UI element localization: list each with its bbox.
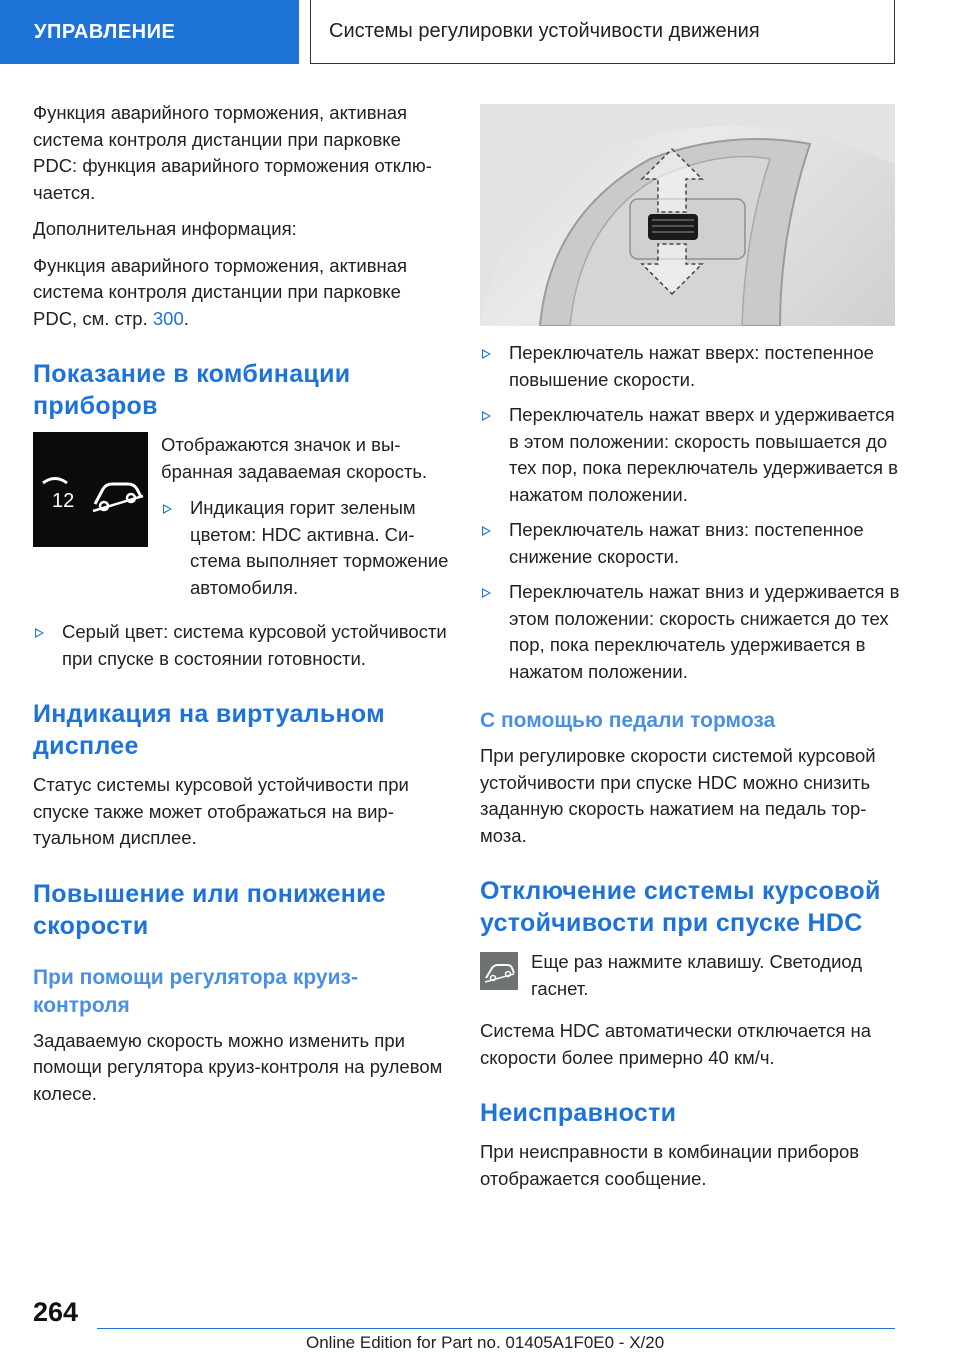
off-figure-row	[480, 949, 900, 1012]
paragraph: Статус системы курсовой устойчивости при спуске также может отображаться на виртуальном дисплее.	[33, 774, 409, 848]
list-item: Переключатель нажат вниз и удерживается в этом положении: скорость снижается до тех пор, пока переключатель удерживается в нажатом положении.	[480, 579, 900, 685]
bullet-list	[161, 495, 449, 601]
paragraph: Задаваемую скорость можно изменить при помощи регулятора круиз-контроля на рулевом колесе.	[33, 1029, 443, 1104]
section-tab: УПРАВЛЕНИЕ	[0, 0, 299, 64]
hdc-speed-icon	[33, 432, 148, 547]
footer-edition: Online Edition for Part no. 01405A1F0E0 - X/20	[306, 1333, 665, 1352]
list-item: Переключатель нажат вниз: постепенное снижение скорости.	[480, 517, 900, 570]
footer-divider	[97, 1328, 895, 1329]
page-link-300[interactable]: 300	[152, 307, 184, 329]
paragraph: Еще раз нажмите клавишу. Светодиод гаснет.	[531, 951, 863, 999]
triangle-bullet-icon	[482, 526, 491, 536]
page-number: 264	[33, 1297, 79, 1327]
display-figure-row	[33, 432, 449, 613]
bullet-list	[33, 619, 449, 672]
triangle-bullet-icon	[482, 349, 491, 359]
paragraph: Отображаются значок и выбранная задаваемая скорость.	[161, 434, 428, 482]
indicator-speed: 12	[52, 490, 75, 512]
paragraph: Дополнительная информация:	[33, 218, 297, 239]
list-item: Переключатель нажат вверх и удерживается в этом положении: скорость повышается до тех пор, пока переключатель удерживается в нажатом положении.	[480, 402, 900, 508]
paragraph: Функция аварийного торможения, активная система контроля дистанции при парковке PDC: функция аварийного торможения отключается.	[33, 102, 432, 203]
page-title: Системы регулировки устойчивости движения	[310, 0, 895, 64]
triangle-bullet-icon	[482, 588, 491, 598]
list-item: Индикация горит зеленым цветом: HDC активна. Система выполняет торможение автомобиля.	[161, 495, 449, 601]
left-column	[33, 100, 449, 1117]
triangle-bullet-icon	[482, 411, 491, 421]
hdc-button-image	[480, 952, 518, 990]
subheading-cruise: При помощи регулятора круиз-контроля	[33, 965, 358, 1017]
paragraph: При неисправности в комбинации приборов отображается сообщение.	[480, 1141, 860, 1189]
heading-fault: Неисправности	[480, 1099, 677, 1127]
heading-speed: Повышение или понижение скорости	[33, 879, 386, 940]
paragraph: При регулировке скорости системой курсовой устойчивости при спуске HDC можно снизить заданную скорость нажатием на педаль тормоза.	[480, 745, 876, 846]
triangle-bullet-icon	[163, 504, 172, 514]
hdc-car-icon	[482, 954, 516, 988]
bullet-list	[480, 340, 900, 685]
heading-display: Показание в комбинации приборов	[33, 360, 351, 420]
paragraph	[33, 253, 449, 333]
hdc-indicator-image	[33, 432, 148, 547]
right-column	[480, 104, 900, 1202]
steering-wheel-switch-image	[480, 104, 895, 326]
paragraph-text: Функция аварийного торможения, активная система контроля дистанции при парковке PDC, см. стр.	[33, 254, 408, 329]
paragraph: Система HDC автоматически отключается на скорости более примерно 40 км/ч.	[480, 1020, 871, 1068]
list-item: Серый цвет: система курсовой устойчивости при спуске в состоянии готовности.	[33, 619, 449, 672]
heading-off: Отключение системы курсовой устойчивости при спуске HDC	[480, 877, 881, 937]
list-item: Переключатель нажат вверх: постепенное повышение скорости.	[480, 340, 900, 393]
paragraph-end: .	[183, 307, 189, 329]
triangle-bullet-icon	[35, 628, 44, 638]
heading-virtual: Индикация на виртуальном дисплее	[33, 700, 385, 760]
subheading-brake: С помощью педали тормоза	[480, 709, 776, 732]
